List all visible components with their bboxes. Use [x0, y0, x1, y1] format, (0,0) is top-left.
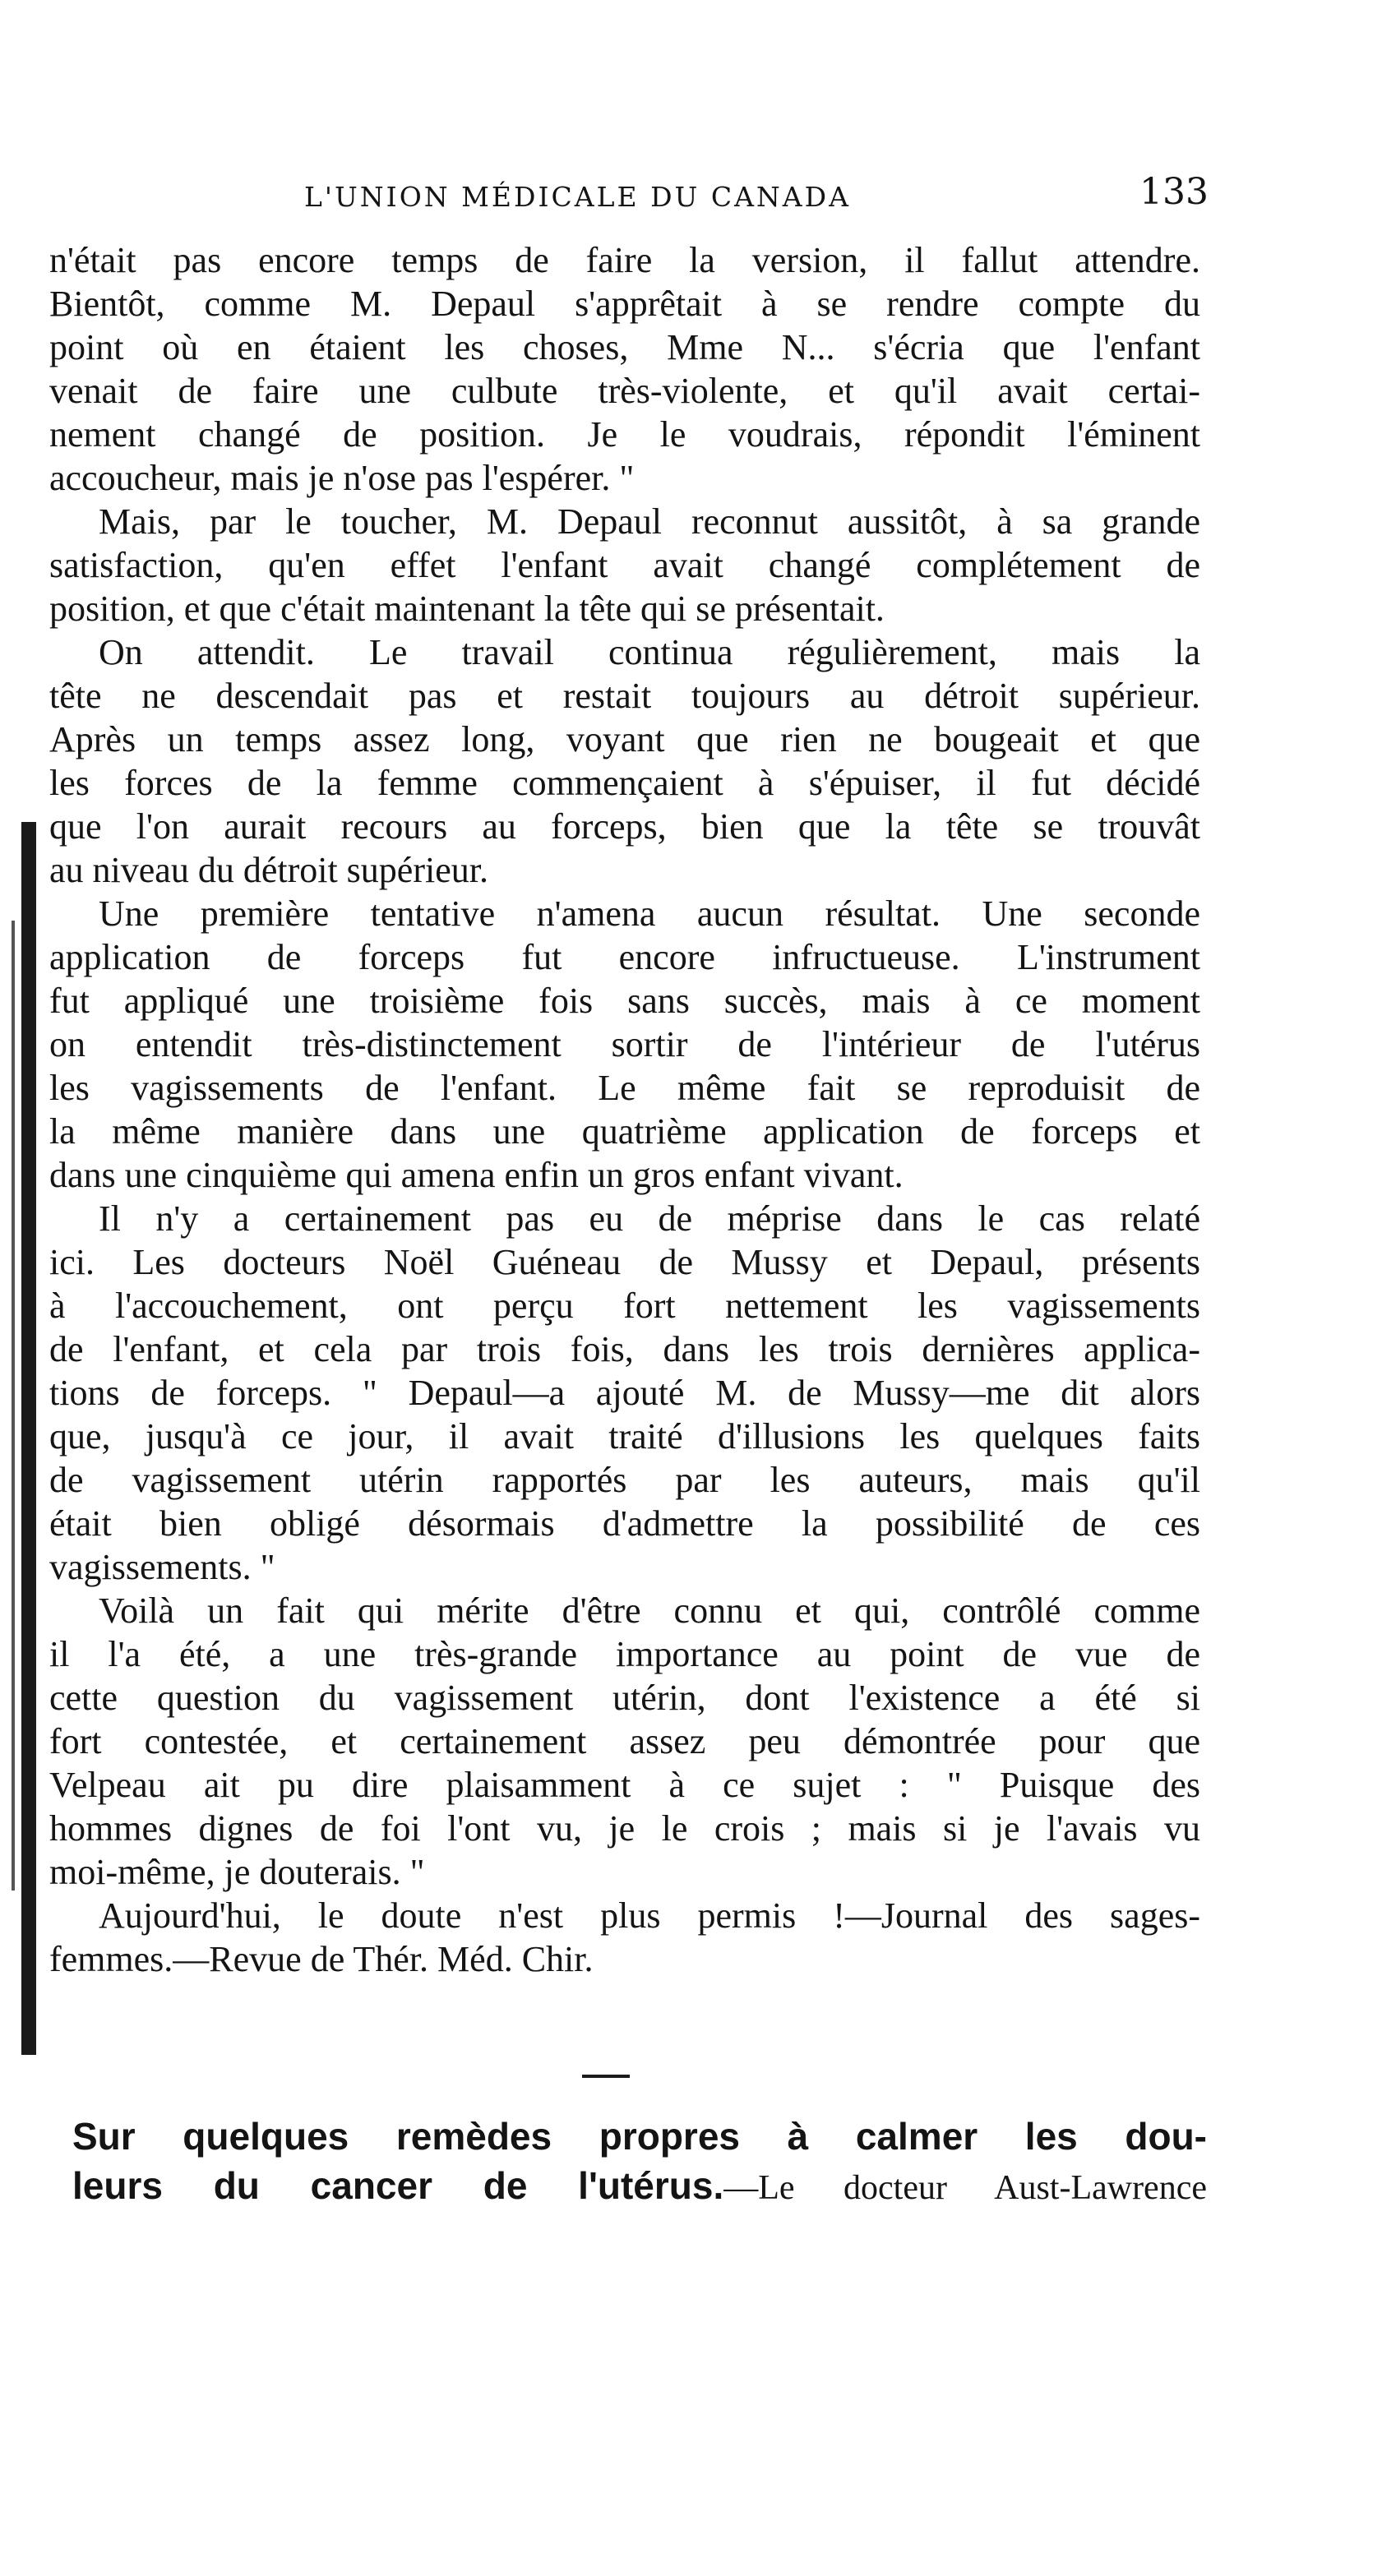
- text-line: les vagissements de l'enfant. Le même fait se reproduisit de: [49, 1068, 1200, 1108]
- text-line: On attendit. Le travail continua régulièrement, mais la: [99, 632, 1200, 672]
- text-line: que l'on aurait recours au forceps, bien que la tête se trouvât: [49, 806, 1200, 847]
- next-article-heading: [72, 2114, 1207, 2213]
- next-article-heading-line2: [72, 2163, 1207, 2213]
- text-line: Aujourd'hui, le doute n'est plus permis !—Journal des sages-: [99, 1895, 1200, 1936]
- text-line: venait de faire une culbute très-violente, et qu'il avait certai-: [49, 371, 1200, 411]
- text-line: on entendit très-distinctement sortir de l'intérieur de l'utérus: [49, 1024, 1200, 1064]
- text-line: ici. Les docteurs Noël Guéneau de Mussy et Depaul, présents: [49, 1242, 1200, 1282]
- text-line: la même manière dans une quatrième application de forceps et: [49, 1111, 1200, 1152]
- running-title: L'UNION MÉDICALE DU CANADA: [304, 181, 851, 213]
- text-line: Velpeau ait pu dire plaisamment à ce sujet : " Puisque des: [49, 1765, 1200, 1805]
- binding-edge-thin-rule: [12, 921, 15, 1890]
- text-line: fort contestée, et certainement assez peu démontrée pour que: [49, 1721, 1200, 1761]
- text-line: dans une cinquième qui amena enfin un gros enfant vivant.: [49, 1155, 904, 1195]
- text-line: Une première tentative n'amena aucun résultat. Une seconde: [99, 893, 1200, 934]
- text-line: cette question du vagissement utérin, dont l'existence a été si: [49, 1678, 1200, 1718]
- text-line: Après un temps assez long, voyant que rien ne bougeait et que: [49, 719, 1200, 759]
- text-line: fut appliqué une troisième fois sans succès, mais à ce moment: [49, 981, 1200, 1021]
- text-line: il l'a été, a une très-grande importance au point de vue de: [49, 1634, 1200, 1674]
- text-line: que, jusqu'à ce jour, il avait traité d'illusions les quelques faits: [49, 1416, 1200, 1457]
- text-line: Mais, par le toucher, M. Depaul reconnut aussitôt, à sa grande: [99, 501, 1200, 542]
- text-line: Il n'y a certainement pas eu de méprise dans le cas relaté: [99, 1198, 1200, 1239]
- text-line: au niveau du détroit supérieur.: [49, 850, 488, 890]
- text-line: Voilà un fait qui mérite d'être connu et qui, contrôlé comme: [99, 1590, 1200, 1631]
- text-line: hommes dignes de foi l'ont vu, je le crois ; mais si je l'avais vu: [49, 1808, 1200, 1849]
- text-line: de vagissement utérin rapportés par les auteurs, mais qu'il: [49, 1460, 1200, 1500]
- text-line: tête ne descendait pas et restait toujours au détroit supérieur.: [49, 676, 1200, 716]
- text-line: n'était pas encore temps de faire la version, il fallut attendre.: [49, 240, 1200, 280]
- text-line: était bien obligé désormais d'admettre la possibilité de ces: [49, 1503, 1200, 1544]
- page-number: 133: [1139, 171, 1209, 213]
- text-line: vagissements. ": [49, 1547, 275, 1587]
- text-line: application de forceps fut encore infructueuse. L'instrument: [49, 937, 1200, 977]
- text-line: position, et que c'était maintenant la tête qui se présentait.: [49, 589, 885, 629]
- text-line: femmes.—Revue de Thér. Méd. Chir.: [49, 1939, 594, 1979]
- running-head: [304, 171, 1209, 220]
- section-separator: [582, 2075, 630, 2078]
- text-line: accoucheur, mais je n'ose pas l'espérer. ": [49, 458, 635, 498]
- text-line: satisfaction, qu'en effet l'enfant avait changé complétement de: [49, 545, 1200, 585]
- text-line: à l'accouchement, ont perçu fort nettement les vagissements: [49, 1286, 1200, 1326]
- text-line: tions de forceps. " Depaul—a ajouté M. de Mussy—me dit alors: [49, 1373, 1200, 1413]
- binding-edge-rule: [21, 822, 36, 2055]
- body-text: [49, 238, 1200, 1981]
- text-line: les forces de la femme commençaient à s'épuiser, il fut décidé: [49, 763, 1200, 803]
- text-line: moi-même, je douterais. ": [49, 1852, 425, 1892]
- text-line: point où en étaient les choses, Mme N... s'écria que l'enfant: [49, 327, 1200, 367]
- next-article-heading-title-end: leurs du cancer de l'utérus.: [72, 2164, 724, 2207]
- text-line: nement changé de position. Je le voudrais, répondit l'éminent: [49, 414, 1200, 455]
- text-line: de l'enfant, et cela par trois fois, dans les trois dernières applica-: [49, 1329, 1200, 1369]
- next-article-heading-author: —Le docteur Aust-Lawrence: [723, 2169, 1207, 2207]
- next-article-heading-line1: Sur quelques remèdes propres à calmer les dou-: [72, 2115, 1207, 2158]
- text-line: Bientôt, comme M. Depaul s'apprêtait à se rendre compte du: [49, 284, 1200, 324]
